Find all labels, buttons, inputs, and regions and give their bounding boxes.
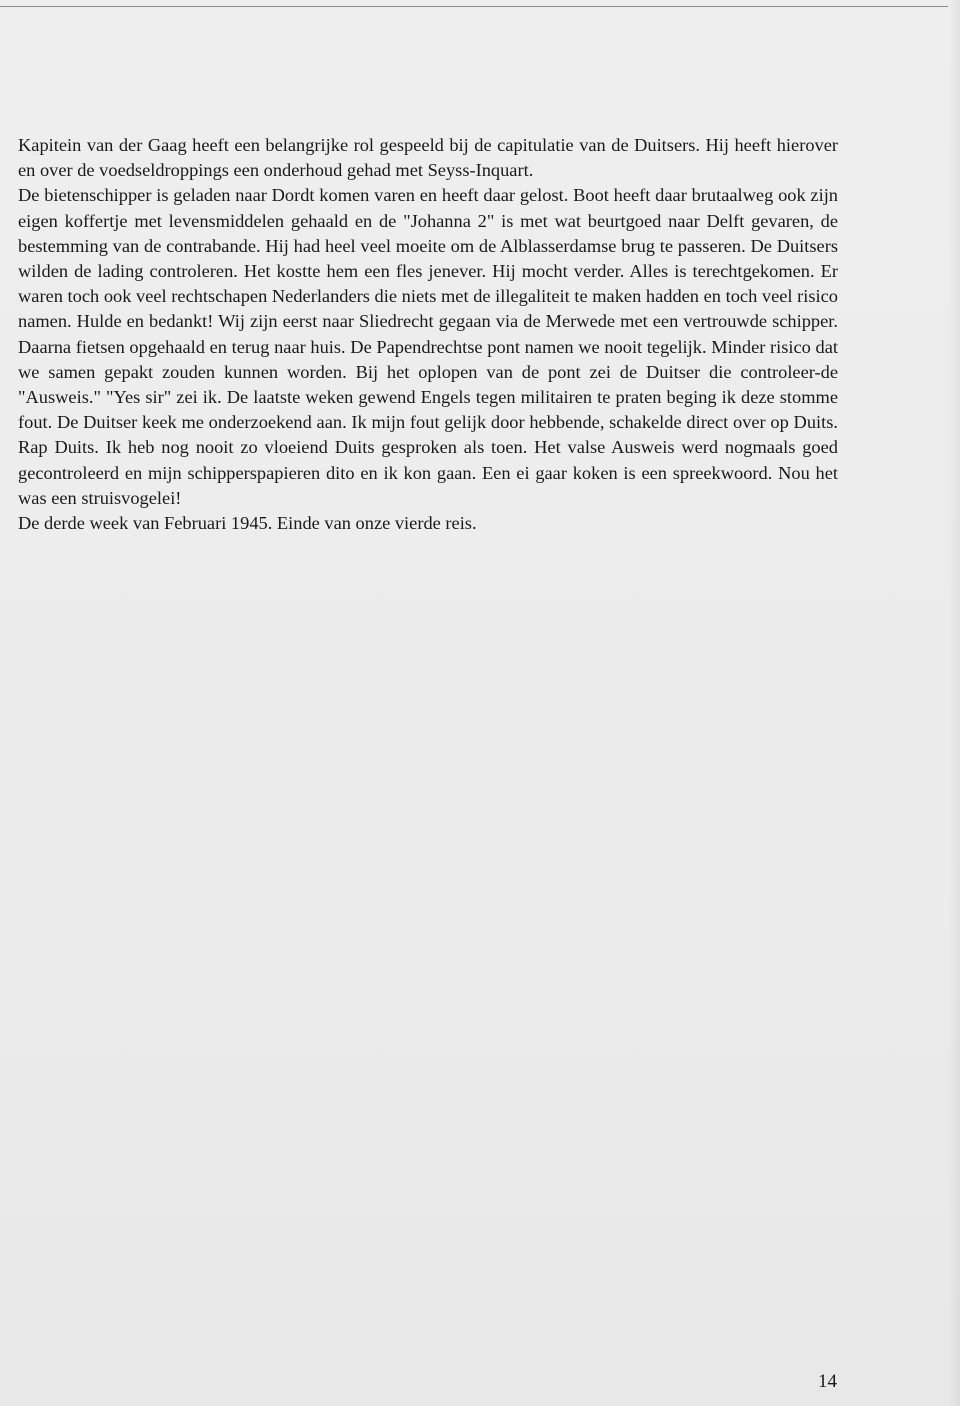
- paragraph-2: De bietenschipper is geladen naar Dordt komen varen en heeft daar gelost. Boot heeft daar brutaalweg ook zijn eigen koffertje met levensmiddelen gehaald en de "Johanna 2" is met wat beurtgoed naar Delft gevaren, de bestemming van de contrabande. Hij had heel veel moeite om de Alblasserdamse brug te passeren. De Duitsers wilden de lading controleren. Het kostte hem een fles jenever. Hij mocht verder. Alles is terechtgekomen. Er waren toch ook veel rechtschapen Nederlanders die niets met de illegaliteit te maken hadden en toch veel risico namen. Hulde en bedankt! Wij zijn eerst naar Sliedrecht gegaan via de Merwede met een vertrouwde schipper. Daarna fietsen opgehaald en terug naar huis. De Papendrechtse pont namen we nooit tegelijk. Minder risico dat we samen gepakt zouden kunnen worden. Bij het oplopen van de pont zei de Duitser die controleer-de "Ausweis." "Yes sir" zei ik. De laatste weken gewend Engels tegen militairen te praten beging ik deze stomme fout. De Duitser keek me onderzoekend aan. Ik mijn fout gelijk door hebbende, schakelde direct over op Duits. Rap Duits. Ik heb nog nooit zo vloeiend Duits gesproken als toen. Het valse Ausweis werd nogmaals goed gecontroleerd en mijn schipperspapieren dito en ik kon gaan. Een ei gaar koken is een spreekwoord. Nou het was een struisvogelei!: [18, 185, 838, 508]
- paragraph-3: De derde week van Februari 1945. Einde van onze vierde reis.: [18, 513, 477, 534]
- page-edge-shadow: [948, 0, 960, 1406]
- body-text: [18, 133, 838, 536]
- paragraph-1: Kapitein van der Gaag heeft een belangrijke rol gespeeld bij de capitulatie van de Duitsers. Hij heeft hierover en over de voedseldroppings een onderhoud gehad met Seyss-Inquart.: [18, 135, 838, 181]
- top-rule: [0, 6, 948, 7]
- page-number: 14: [818, 1371, 837, 1392]
